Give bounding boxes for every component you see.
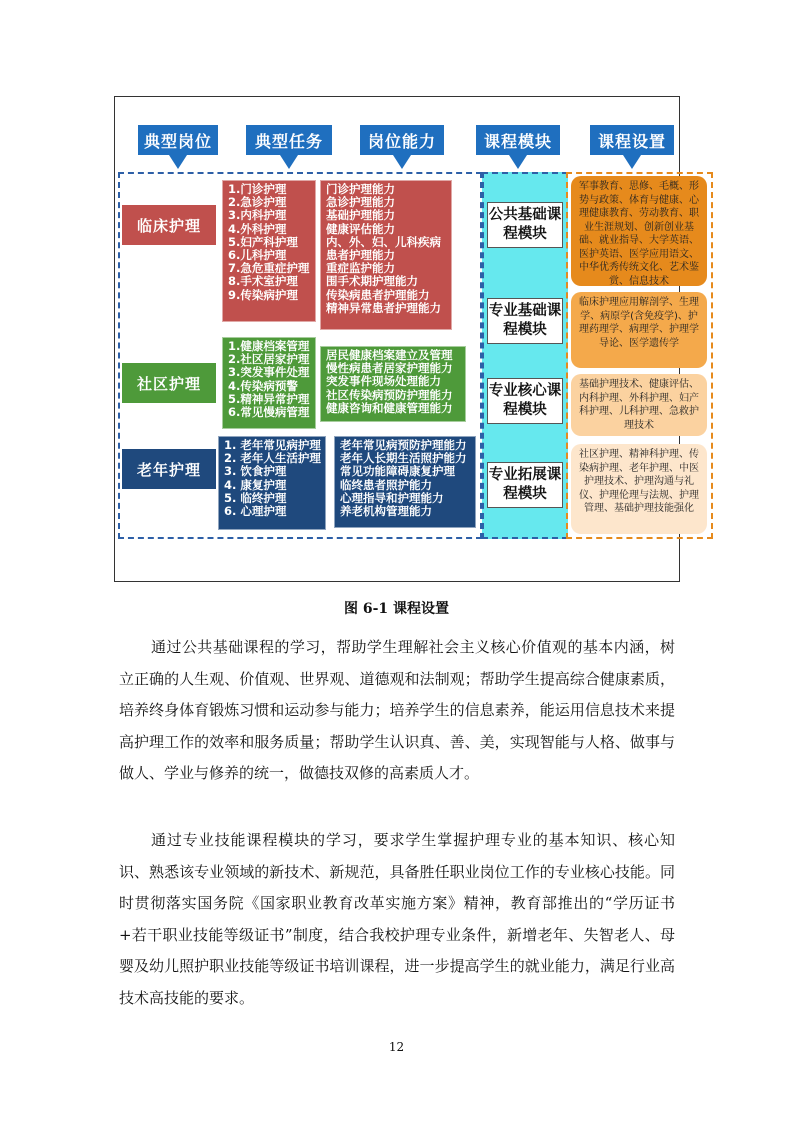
- courses-professional-core: 基础护理技术、健康评估、内科护理、外科护理、妇产科护理、儿科护理、急救护理技术: [571, 374, 707, 436]
- ability-item: 常见功能障碍康复护理: [340, 464, 455, 479]
- arrow-down-icon: [169, 155, 187, 169]
- task-item: 3.内科护理: [228, 208, 287, 223]
- paragraph-1: [119, 632, 675, 790]
- ability-item: 心理指导和护理能力: [340, 490, 444, 505]
- ability-item: 重症监护能力: [326, 261, 395, 276]
- abilities-elderly: [334, 436, 476, 528]
- abilities-clinical: [320, 180, 452, 330]
- task-item: 1.门诊护理: [228, 182, 287, 196]
- ability-item: 患者护理能力: [326, 248, 395, 263]
- ability-item: 门诊护理能力: [326, 182, 395, 196]
- task-item: 7.急危重症护理: [228, 261, 310, 276]
- task-item: 3. 饮食护理: [224, 464, 287, 479]
- task-item: 1. 老年常见病护理: [224, 438, 321, 452]
- module-label: 专业核心课程模块: [488, 383, 562, 418]
- abilities-community: [320, 346, 466, 422]
- task-item: 5.精神异常护理: [228, 391, 310, 406]
- courses-professional-basic: 临床护理应用解剖学、生理学、病原学(含免疫学)、护理药理学、病理学、护理学导论、医学遗传学: [571, 292, 707, 368]
- figure-caption: 图 6-1 课程设置: [343, 601, 450, 617]
- role-elderly: 老年护理: [122, 449, 216, 489]
- tasks-clinical: [222, 180, 316, 322]
- header-course-module: 课程模块: [476, 125, 560, 155]
- ability-item: 老年常见病预防护理能力: [340, 438, 467, 452]
- tasks-elderly: [218, 436, 326, 530]
- role-community: 社区护理: [122, 363, 216, 403]
- paragraph-2: [119, 825, 675, 1014]
- task-item: 3.突发事件处理: [228, 365, 310, 380]
- task-item: 4.传染病预警: [228, 378, 298, 393]
- task-item: 4.外科护理: [228, 221, 287, 236]
- ability-item: 居民健康档案建立及管理: [326, 348, 453, 362]
- ability-item: 传染病患者护理能力: [326, 287, 430, 302]
- role-clinical: 临床护理: [122, 205, 216, 245]
- task-item: 8.手术室护理: [228, 274, 298, 289]
- module-professional-extension: [487, 462, 563, 508]
- figure-frame-top: [114, 96, 680, 97]
- courses-public-basic: 军事教育、思修、毛概、形势与政策、体育与健康、心理健康教育、劳动教育、职业生涯规划、创新创业基础、就业指导、大学英语、医护英语、医学应用语文、中华优秀传统文化、艺术鉴赏、信息技术: [571, 176, 707, 286]
- ability-item: 老年人长期生活照护能力: [340, 451, 467, 466]
- ability-item: 养老机构管理能力: [340, 504, 432, 519]
- task-item: 9.传染病护理: [228, 287, 298, 302]
- header-course-setting: 课程设置: [590, 125, 674, 155]
- task-item: 6.常见慢病管理: [228, 405, 310, 420]
- tasks-community: [222, 337, 316, 429]
- courses-professional-extension: 社区护理、精神科护理、传染病护理、老年护理、中医护理技术、护理沟通与礼仪、护理伦理与法规、护理管理、基础护理技能强化: [571, 444, 707, 534]
- task-item: 2.社区居家护理: [228, 352, 310, 367]
- arrow-down-icon: [393, 155, 411, 169]
- ability-item: 健康咨询和健康管理能力: [326, 400, 453, 415]
- ability-item: 慢性病患者居家护理能力: [326, 361, 453, 376]
- module-label: 专业拓展课程模块: [488, 467, 562, 502]
- ability-item: 临终患者照护能力: [340, 477, 432, 492]
- header-typical-task: 典型任务: [246, 125, 332, 155]
- ability-item: 社区传染病预防护理能力: [326, 387, 453, 402]
- task-item: 2.急诊护理: [228, 195, 287, 210]
- task-item: 1.健康档案管理: [228, 339, 310, 353]
- header-post-ability: 岗位能力: [360, 125, 444, 155]
- paragraph-text: 通过公共基础课程的学习，帮助学生理解社会主义核心价值观的基本内涵，树立正确的人生观、价值观、世界观、道德观和法制观；帮助学生提高综合健康素质，培养终身体育锻炼习惯和运动参与能力；培养学生的信息素养，能运用信息技术来提高护理工作的效率和服务质量；帮助学生认识真、善、美，实现智能与人格、做事与做人、学业与修养的统一，做德技双修的高素质人才。: [119, 638, 675, 782]
- paragraph-text: 通过专业技能课程模块的学习，要求学生掌握护理专业的基本知识、核心知识、熟悉该专业领域的新技术、新规范，具备胜任职业岗位工作的专业核心技能。同时贯彻落实国务院《国家职业教育改革实施方案》精神，教育部推出的“学历证书+若干职业技能等级证书”制度，结合我校护理专业条件，新增老年、失智老人、母婴及幼儿照护职业技能等级证书培训课程，进一步提高学生的就业能力，满足行业高技术高技能的要求。: [119, 831, 675, 1007]
- arrow-down-icon: [509, 155, 527, 169]
- task-item: 6. 心理护理: [224, 504, 287, 519]
- arrow-down-icon: [280, 155, 298, 169]
- page-number: 12: [388, 1040, 405, 1054]
- module-label: 专业基础课程模块: [488, 303, 562, 338]
- module-professional-core: [487, 378, 563, 424]
- ability-item: 围手术期护理能力: [326, 274, 418, 289]
- module-public-basic: [487, 202, 563, 248]
- task-item: 4. 康复护理: [224, 477, 287, 492]
- ability-item: 健康评估能力: [326, 221, 395, 236]
- module-professional-basic: [487, 298, 563, 344]
- task-item: 2. 老年人生活护理: [224, 451, 321, 466]
- task-item: 5.妇产科护理: [228, 234, 298, 249]
- ability-item: 精神异常患者护理能力: [326, 300, 441, 315]
- header-typical-post: 典型岗位: [138, 125, 218, 155]
- arrow-down-icon: [623, 155, 641, 169]
- task-item: 5. 临终护理: [224, 490, 287, 505]
- ability-item: 基础护理能力: [326, 208, 395, 223]
- ability-item: 急诊护理能力: [326, 195, 395, 210]
- task-item: 6.儿科护理: [228, 248, 287, 263]
- ability-item: 内、外、妇、儿科疾病: [326, 234, 441, 249]
- ability-item: 突发事件现场处理能力: [326, 374, 441, 389]
- module-label: 公共基础课程模块: [488, 207, 562, 242]
